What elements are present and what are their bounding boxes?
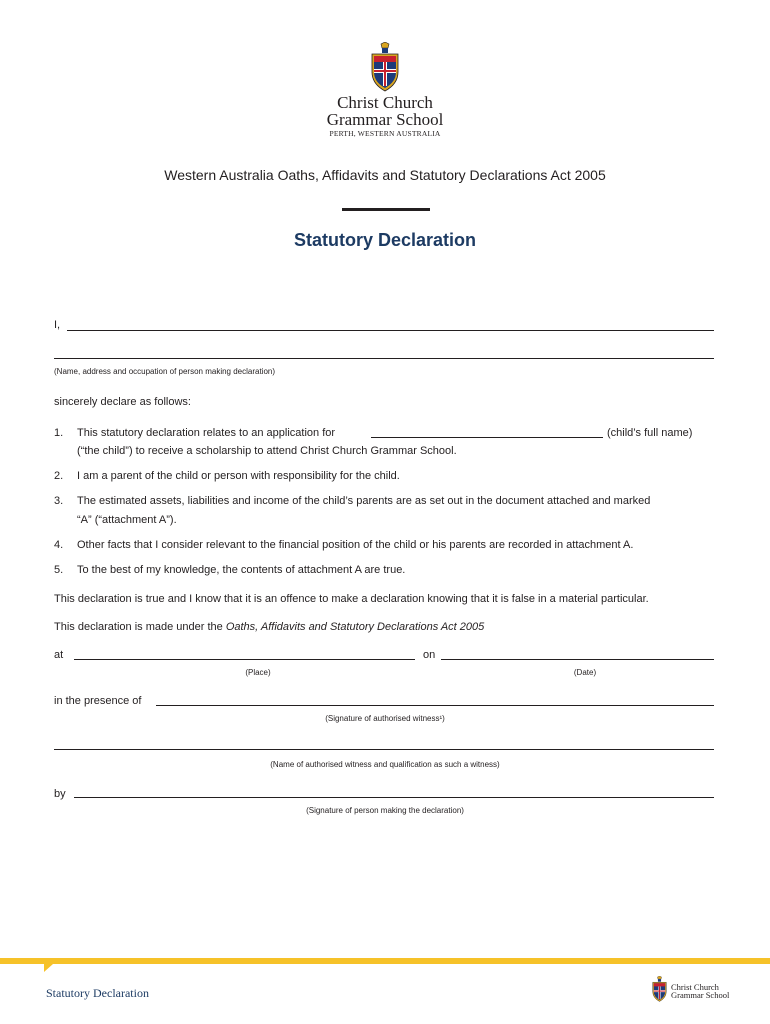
by-label: by — [54, 788, 66, 800]
date-field[interactable] — [441, 659, 714, 660]
item-number: 4. — [54, 539, 64, 551]
document-title: Statutory Declaration — [293, 230, 477, 250]
footer-school-line1: Christ Church — [671, 982, 719, 992]
item-text: This statutory declaration relates to an application for — [77, 427, 336, 439]
child-name-caption: (child’s full name) — [607, 427, 693, 439]
footer-notch — [44, 964, 53, 972]
i-label: I, — [54, 319, 61, 331]
made-under-act: Oaths, Affidavits and Statutory Declarations Act 2005 — [225, 621, 485, 633]
at-label: at — [54, 649, 64, 661]
date-caption: (Date) — [573, 668, 597, 677]
footer-band — [0, 958, 770, 964]
item-text: To the best of my knowledge, the contents of attachment A are true. — [77, 564, 406, 576]
item-text: Other facts that I consider relevant to the financial position of the child or his parents are recorded in attachment A. — [77, 539, 634, 551]
title-divider — [342, 208, 430, 211]
presence-label: in the presence of — [54, 695, 142, 707]
witness-signature-caption: (Signature of authorised witness¹) — [325, 714, 445, 723]
item-text: The estimated assets, liabilities and income of the child’s parents are as set out in the document attached and marked — [77, 495, 651, 507]
footer-logotype — [671, 983, 729, 999]
act-title: Western Australia Oaths, Affidavits and Statutory Declarations Act 2005 — [164, 167, 606, 183]
made-under-prefix: This declaration is made under the — [54, 621, 226, 633]
footer-crest-icon — [651, 976, 668, 1002]
name-field-line-1[interactable] — [67, 330, 714, 331]
item-text-continued: “A” (“attachment A”). — [77, 514, 177, 526]
footer-title: Statutory Declaration — [46, 986, 149, 1000]
school-crest-icon — [369, 42, 401, 92]
item-number: 1. — [54, 427, 64, 439]
item-text: I am a parent of the child or person with responsibility for the child. — [77, 470, 400, 482]
name-caption: (Name, address and occupation of person making declaration) — [54, 367, 276, 376]
place-caption: (Place) — [245, 668, 271, 677]
true-statement: This declaration is true and I know that it is an offence to make a declaration knowing that it is false in a material particular. — [54, 593, 649, 605]
item-number: 3. — [54, 495, 64, 507]
witness-signature-field[interactable] — [156, 705, 714, 706]
school-name-line2: Grammar School — [326, 110, 444, 129]
child-name-field[interactable] — [371, 437, 603, 438]
place-field[interactable] — [74, 659, 415, 660]
witness-name-field[interactable] — [54, 749, 714, 750]
declarant-signature-caption: (Signature of person making the declaration) — [306, 806, 464, 815]
school-location: PERTH, WESTERN AUSTRALIA — [329, 129, 441, 138]
item-number: 2. — [54, 470, 64, 482]
item-number: 5. — [54, 564, 64, 576]
school-name-line1: Christ Church — [337, 93, 433, 112]
made-under-statement — [54, 620, 484, 634]
item-text-continued: (“the child”) to receive a scholarship to attend Christ Church Grammar School. — [77, 445, 457, 457]
witness-name-caption: (Name of authorised witness and qualification as such a witness) — [270, 760, 500, 769]
on-label: on — [423, 649, 436, 661]
school-logotype — [300, 94, 470, 140]
footer-school-line2: Grammar School — [671, 990, 730, 1000]
declare-intro: sincerely declare as follows: — [54, 396, 191, 408]
declarant-signature-field[interactable] — [74, 797, 714, 798]
name-field-line-2[interactable] — [54, 358, 714, 359]
